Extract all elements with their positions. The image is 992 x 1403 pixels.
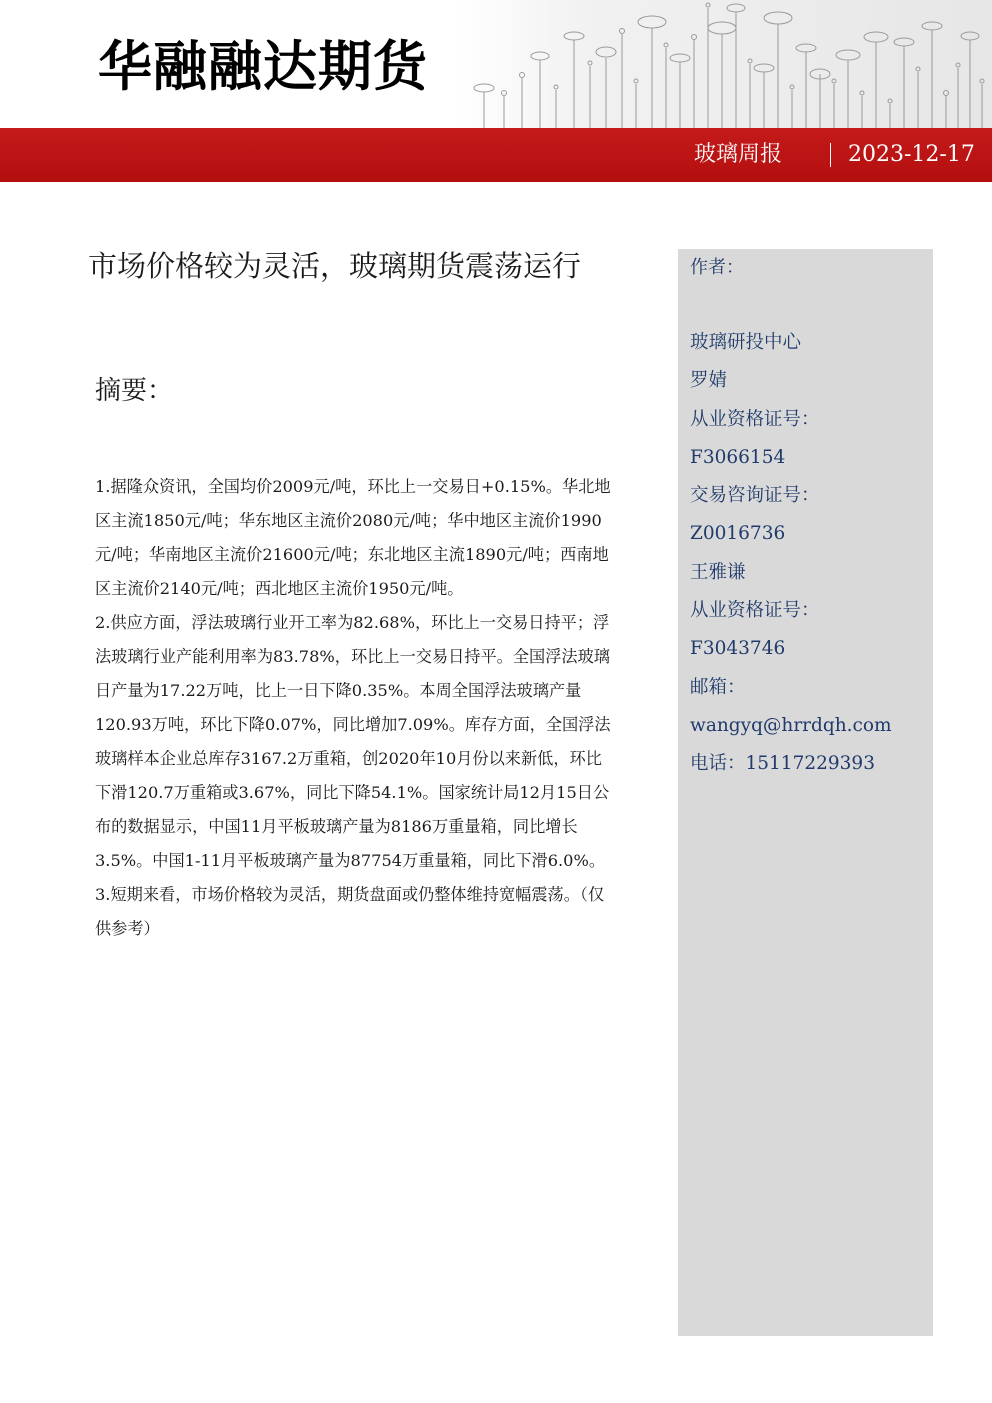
header-decoration-graphic	[456, 0, 992, 128]
header-red-band	[0, 128, 992, 182]
report-date: 2023-12-17	[848, 142, 975, 167]
qualification-label-2: 从业资格证号：	[690, 600, 820, 622]
author-name-1: 罗婧	[690, 370, 728, 392]
email-address: wangyq@hrrdqh.com	[690, 714, 892, 736]
advisory-number: Z0016736	[690, 523, 786, 545]
author-info	[690, 324, 928, 784]
abstract-heading: 摘要：	[95, 376, 174, 406]
summary-paragraph-price: 1.据隆众资讯，全国均价2009元/吨，环比上一交易日+0.15%。华北地区主流1850元/吨；华东地区主流价2080元/吨；华中地区主流价1990元/吨；华南地区主流价21600元/吨；东北地区主流1890元/吨；西南地区主流价2140元/吨；西北地区主流价1950元/吨。	[95, 477, 611, 598]
company-logo-text: 华融融达期货	[98, 35, 428, 98]
advisory-label: 交易咨询证号：	[690, 485, 820, 507]
summary-paragraph-supply: 2.供应方面，浮法玻璃行业开工率为82.68%，环比上一交易日持平；浮法玻璃行业产能利用率为83.78%，环比上一交易日持平。全国浮法玻璃日产量为17.22万吨，比上一日下降0.35%。本周全国浮法玻璃产量120.93万吨，环比下降0.07%，同比增加7.09%。库存方面，全国浮法玻璃样本企业总库存3167.2万重箱，创2020年10月份以来新低，环比下滑120.7万重箱或3.67%，同比下降54.1%。国家统计局12月15日公布的数据显示，中国11月平板玻璃产量为8186万重量箱，同比增长3.5%。中国1-11月平板玻璃产量为87754万重量箱，同比下滑6.0%。	[95, 613, 611, 870]
email-label: 邮箱：	[690, 676, 746, 698]
qualification-number-2: F3043746	[690, 638, 786, 660]
summary-body	[95, 470, 617, 946]
author-name-2: 王雅谦	[690, 561, 746, 583]
author-label: 作者：	[690, 257, 744, 278]
header-decoration	[456, 0, 992, 128]
header-divider	[830, 143, 831, 167]
qualification-number-1: F3066154	[690, 446, 786, 468]
phone-number: 电话：15117229393	[690, 753, 875, 775]
author-dept: 玻璃研投中心	[690, 332, 802, 353]
summary-paragraph-outlook: 3.短期来看，市场价格较为灵活，期货盘面或仍整体维持宽幅震荡。（仅供参考）	[95, 885, 605, 938]
qualification-label-1: 从业资格证号：	[690, 408, 820, 430]
report-title: 市场价格较为灵活，玻璃期货震荡运行	[88, 249, 582, 283]
report-type: 玻璃周报	[694, 142, 783, 167]
